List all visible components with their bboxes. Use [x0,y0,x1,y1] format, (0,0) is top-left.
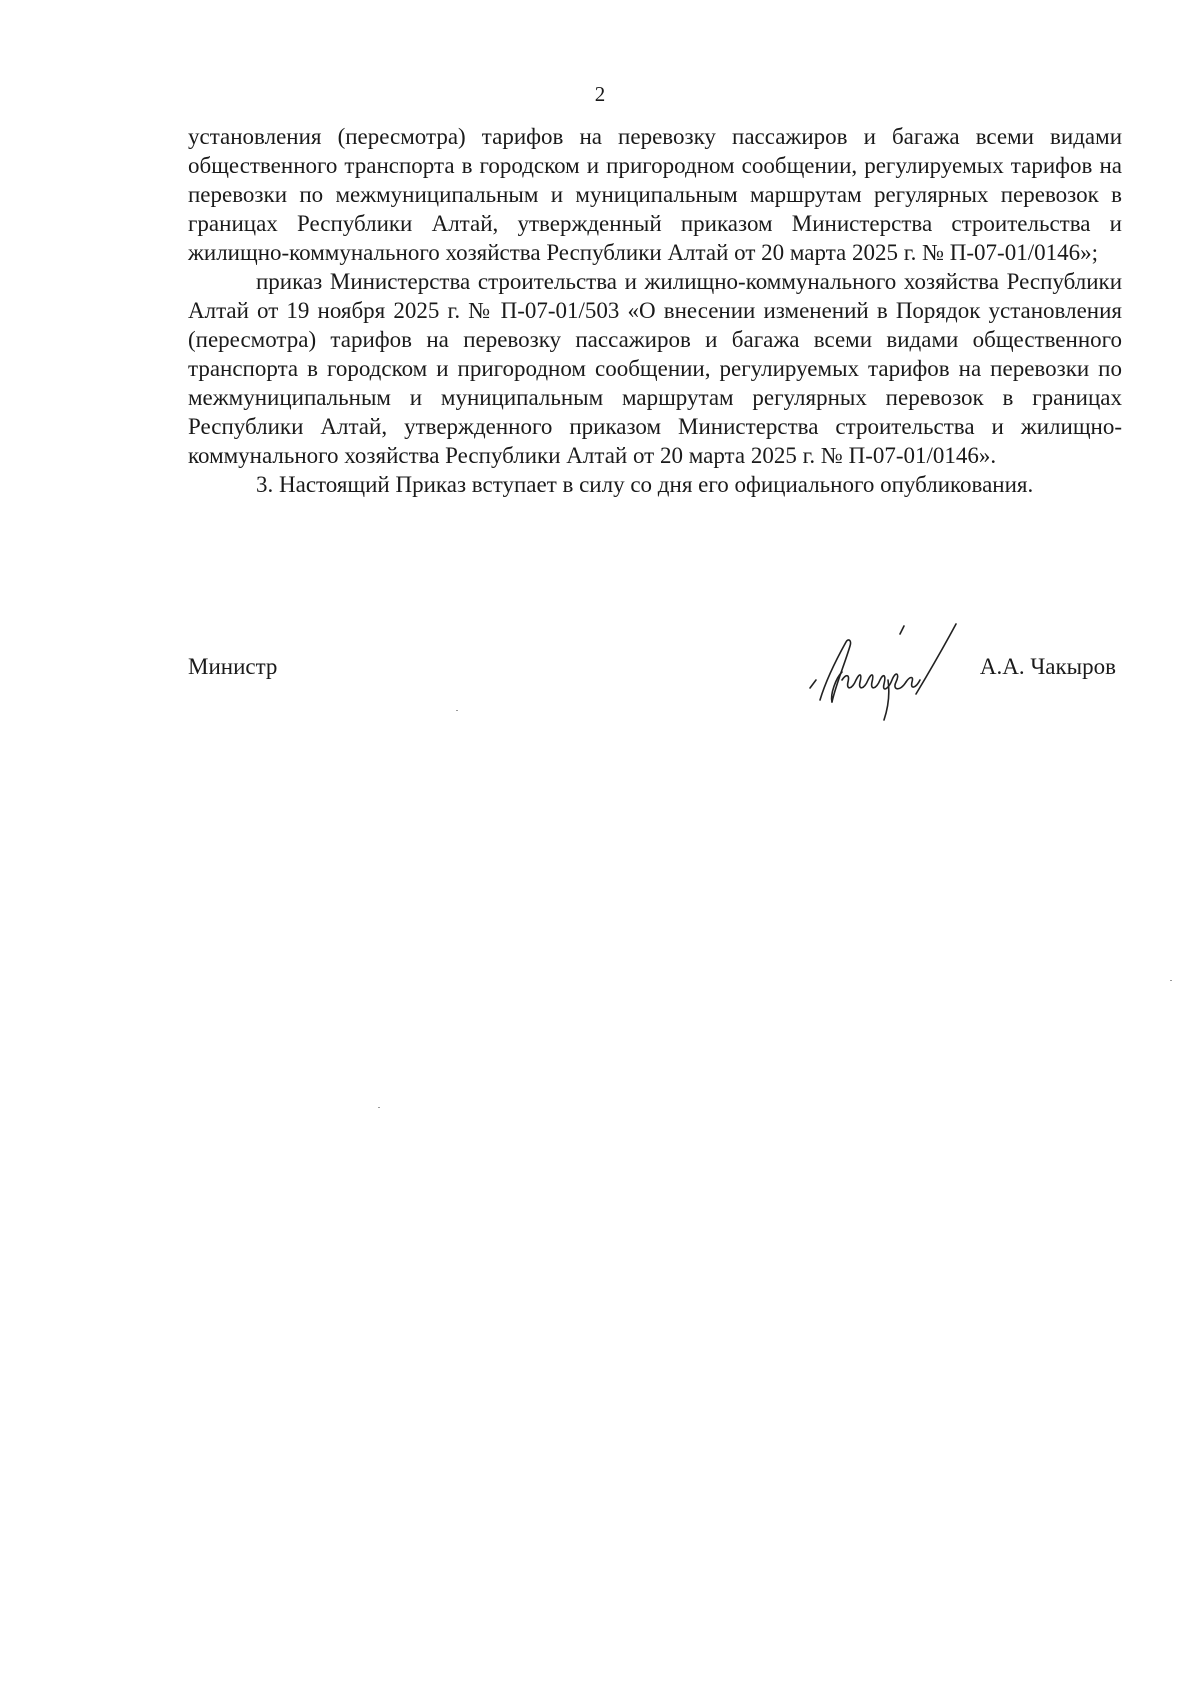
document-body [188,122,1122,499]
signature-block [188,650,1122,730]
paragraph-continuation: установления (пересмотра) тарифов на перевозку пассажиров и багажа всеми видами общественного транспорта в городском и пригородном сообщении, регулируемых тарифов на перевозки по межмуниципальным и муниципальным маршрутам регулярных перевозок в границах Республики Алтай, утвержденный приказом Министерства строительства и жилищно-коммунального хозяйства Республики Алтай от 20 марта 2025 г. № П-07-01/0146»; [188,124,1122,265]
scan-speck [1170,980,1172,981]
paragraph-effective-date: 3. Настоящий Приказ вступает в силу со дня его официального опубликования. [256,472,1034,497]
handwritten-signature-icon [796,620,986,730]
scan-speck [456,710,458,711]
paragraph-order-reference: приказ Министерства строительства и жилищно-коммунального хозяйства Республики Алтай от 19 ноября 2025 г. № П-07-01/503 «О внесении изменений в Порядок установления (пересмотра) тарифов на перевозку пассажиров и багажа всеми видами общественного транспорта в городском и пригородном сообщении, регулируемых тарифов на перевозки по межмуниципальным и муниципальным маршрутам регулярных перевозок в границах Республики Алтай, утвержденного приказом Министерства строительства и жилищно-коммунального хозяйства Республики Алтай от 20 марта 2025 г. № П-07-01/0146». [188,269,1122,468]
page-number: 2 [594,82,606,106]
scan-speck [378,1107,380,1108]
signer-title: Министр [188,654,278,679]
signer-name: А.А. Чакыров [979,654,1116,679]
